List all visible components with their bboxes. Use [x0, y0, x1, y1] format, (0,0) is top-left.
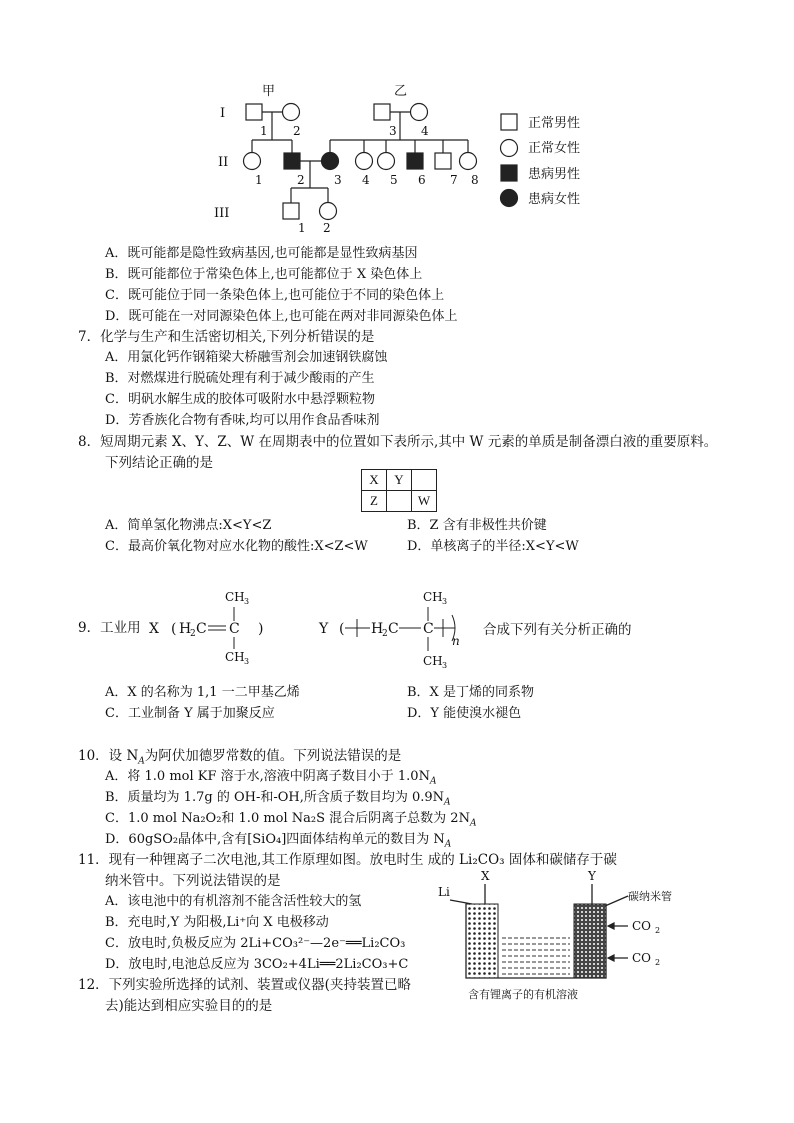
svg-text:CH: CH	[225, 650, 245, 664]
q7-stem: 7．化学与生产和生活密切相关,下列分析错误的是	[78, 329, 375, 345]
svg-text:C: C	[388, 621, 399, 637]
II7-normal-male	[435, 153, 451, 169]
legend-affected-female: 患病女性	[528, 192, 581, 207]
svg-text:3: 3	[334, 173, 342, 187]
svg-text:2: 2	[382, 629, 388, 639]
q9-option-a: A．X 的名称为 1,1 一二甲基乙烯	[105, 685, 300, 700]
legend-affected-male: 患病男性	[528, 167, 581, 182]
gen-I-label: I	[220, 106, 226, 121]
li-label: Li	[438, 885, 450, 899]
svg-text:7: 7	[450, 173, 458, 187]
cell-w: W	[412, 491, 437, 512]
q12-stem-2: 去)能达到相应实验目的的是	[105, 998, 273, 1014]
q11-option-a: A．该电池中的有机溶剂不能含活性较大的氢	[105, 894, 362, 909]
svg-text:3: 3	[442, 661, 448, 669]
svg-text:CH: CH	[423, 590, 443, 604]
svg-text:2: 2	[293, 124, 301, 138]
svg-text:3: 3	[442, 597, 448, 606]
svg-text:4: 4	[362, 173, 370, 187]
svg-text:X: X	[149, 621, 159, 637]
svg-text:4: 4	[421, 124, 429, 138]
q11-option-c: C．放电时,负极反应为 2Li+CO₃²⁻—2e⁻══Li₂CO₃	[105, 936, 406, 951]
q11-option-d: D．放电时,电池总反应为 3CO₂+4Li══2Li₂CO₃+C	[105, 957, 409, 972]
q10-stem: 10．设 $N_A$为阿伏加德罗常数的值。下列说法错误的是	[78, 748, 402, 767]
svg-text:CH: CH	[225, 590, 245, 604]
svg-text:1: 1	[255, 173, 263, 187]
q6-option-b: B．既可能都位于常染色体上,也可能都位于 X 染色体上	[105, 267, 423, 282]
q10-option-d: D．60gSO₂晶体中,含有[SiO₄]四面体结构单元的数目为 $N_A$	[105, 832, 452, 850]
q6-option-d: D．既可能在一对同源染色体上,也可能在两对非同源染色体上	[105, 309, 458, 324]
svg-text:2: 2	[655, 926, 661, 935]
svg-text:H: H	[179, 621, 192, 637]
li-electrode	[466, 904, 498, 978]
svg-text:Y: Y	[319, 621, 329, 637]
svg-text:C: C	[196, 621, 207, 637]
svg-text:6: 6	[418, 173, 426, 187]
II8-normal-female	[460, 153, 477, 170]
svg-text:1: 1	[298, 221, 306, 235]
III2-normal-female	[320, 203, 337, 220]
legend-normal-male: 正常男性	[528, 116, 581, 131]
svg-text:2: 2	[655, 958, 661, 967]
II2-affected-male	[284, 153, 300, 169]
I4-normal-female	[411, 104, 428, 121]
q6-option-c: C．既可能位于同一条染色体上,也可能位于不同的染色体上	[105, 288, 445, 303]
cell-empty	[412, 470, 437, 491]
svg-text:2: 2	[190, 629, 196, 639]
co2-label-bottom: CO	[632, 951, 652, 965]
family-a-label: 甲	[262, 84, 276, 99]
q7-option-c: C．明矾水解生成的胶体可吸附水中悬浮颗粒物	[105, 392, 375, 407]
q11-stem: 11．现有一种锂离子二次电池,其工作原理如图。放电时生 成的 Li₂CO₃ 固体和碳储存于碳	[78, 852, 617, 868]
x-electrode-label: X	[481, 869, 490, 883]
II4-normal-female	[356, 153, 373, 170]
q8-option-d: D．单核离子的半径:X<Y<W	[407, 539, 579, 554]
svg-text:8: 8	[471, 173, 479, 187]
svg-text:(: (	[171, 621, 177, 637]
svg-text:C: C	[229, 621, 240, 637]
svg-text:3: 3	[244, 657, 250, 665]
legend-normal-female: 正常女性	[528, 141, 581, 156]
q7-option-b: B．对燃煤进行脱硫处理有利于减少酸雨的产生	[105, 371, 375, 386]
I2-normal-female	[283, 104, 300, 121]
II3-affected-female	[322, 153, 339, 170]
q9-option-d: D．Y 能使溴水褪色	[407, 706, 522, 721]
q9-option-c: C．工业制备 Y 属于加聚反应	[105, 706, 275, 721]
gen-III-label: III	[214, 206, 230, 221]
q7-option-d: D．芳香族化合物有香味,均可以用作食品香味剂	[105, 413, 380, 428]
structure-y	[315, 585, 485, 669]
svg-text:): )	[258, 621, 264, 637]
svg-text:CH: CH	[423, 654, 443, 668]
svg-text:n: n	[452, 634, 460, 648]
q12-stem: 12．下列实验所选择的试剂、装置或仪器(夹持装置已略	[78, 977, 411, 993]
family-b-label: 乙	[394, 84, 408, 99]
gen-II-label: II	[218, 155, 229, 170]
svg-text:(: (	[339, 621, 345, 637]
q10-option-b: B．质量均为 1.7g 的 OH-和-OH,所含质子数目均为 $0.9N_A$	[105, 790, 451, 808]
svg-text:H: H	[371, 621, 384, 637]
q9-prefix: 9．工业用	[78, 620, 141, 636]
battery-diagram	[432, 866, 722, 1006]
svg-text:3: 3	[244, 597, 250, 606]
co2-label-top: CO	[632, 919, 652, 933]
y-electrode-label: Y	[588, 869, 596, 883]
II6-affected-male	[407, 153, 423, 169]
structure-x	[145, 585, 275, 665]
q6-option-a: A．既可能都是隐性致病基因,也可能都是显性致病基因	[105, 246, 418, 261]
III1-normal-male	[283, 203, 299, 219]
q7-option-a: A．用氯化钙作钢箱梁大桥融雪剂会加速钢铁腐蚀	[105, 350, 388, 365]
svg-text:C: C	[423, 621, 434, 637]
nanotube-label: 碳纳米管	[628, 890, 672, 903]
svg-text:2: 2	[323, 221, 331, 235]
cell-x: X	[362, 470, 387, 491]
svg-text:1: 1	[260, 124, 268, 138]
q8-stem: 8．短周期元素 X、Y、Z、W 在周期表中的位置如下表所示,其中 W 元素的单质是制备漂白液的重要原料。	[78, 434, 718, 450]
cell-z: Z	[362, 491, 387, 512]
q8-stem-2: 下列结论正确的是	[105, 455, 213, 471]
q10-option-a: A．将 1.0 mol KF 溶于水,溶液中阴离子数目小于 $1.0N_A$	[105, 769, 437, 787]
II5-normal-female	[378, 153, 395, 170]
q8-option-b: B．Z 含有非极性共价键	[407, 518, 547, 533]
q9-option-b: B．X 是丁烯的同系物	[407, 685, 534, 700]
q11-option-b: B．充电时,Y 为阳极,Li⁺向 X 电极移动	[105, 915, 329, 930]
carbon-nanotube-electrode	[574, 904, 606, 978]
I1-normal-male	[246, 104, 262, 120]
q8-option-a: A．简单氢化物沸点:X<Y<Z	[105, 518, 272, 533]
periodic-table-fragment	[361, 469, 437, 512]
q10-option-c: C．1.0 mol Na₂O₂和 1.0 mol Na₂S 混合后阴离子总数为 $2N_A$	[105, 811, 477, 829]
cell-empty	[387, 491, 412, 512]
svg-text:3: 3	[389, 124, 397, 138]
I3-normal-male	[374, 104, 390, 120]
q9-stem-tail: 合成下列有关分析正确的	[483, 622, 632, 638]
electrolyte-caption: 含有锂离子的有机溶液	[468, 988, 578, 1001]
q8-option-c: C．最高价氧化物对应水化物的酸性:X<Z<W	[105, 539, 368, 554]
svg-text:5: 5	[390, 173, 398, 187]
svg-text:2: 2	[297, 173, 305, 187]
q11-stem-2: 纳米管中。下列说法错误的是	[105, 873, 281, 889]
cell-y: Y	[387, 470, 412, 491]
II1-normal-female	[244, 153, 261, 170]
